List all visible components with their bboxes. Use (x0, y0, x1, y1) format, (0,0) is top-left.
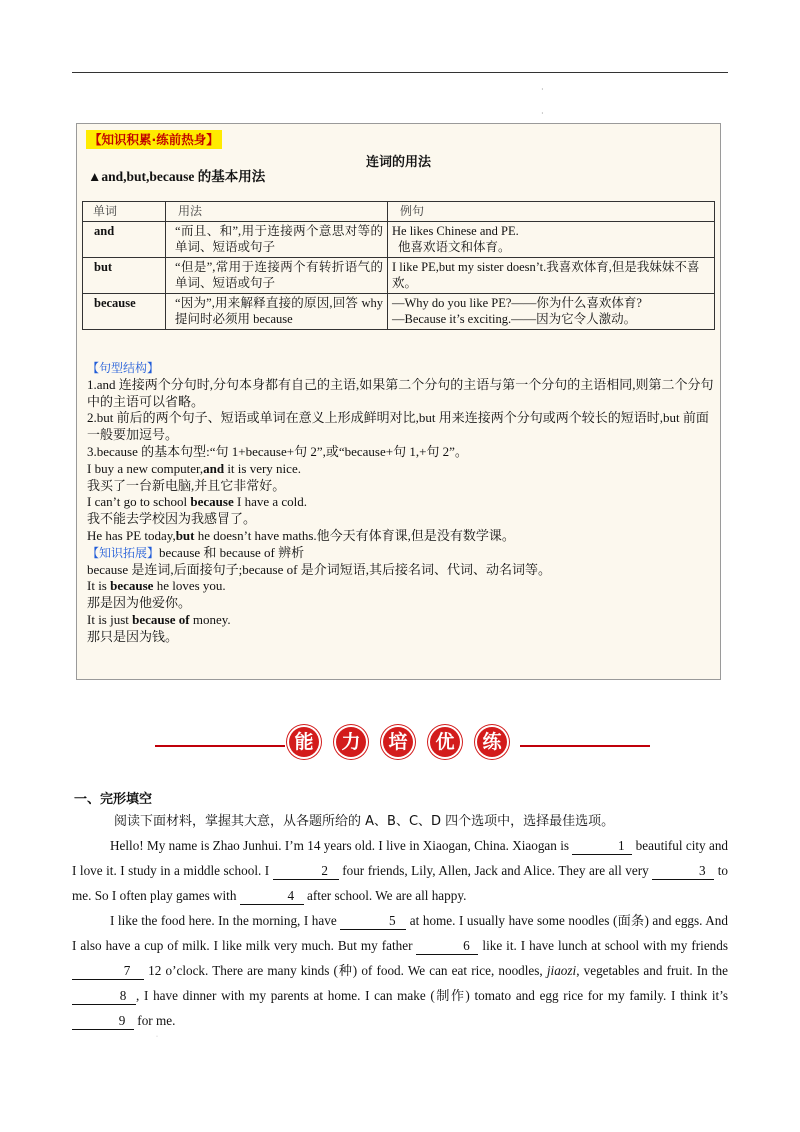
example-line: 他喜欢语文和体育。 (398, 240, 511, 254)
decorative-dots: · · (541, 85, 544, 118)
knowledge-tag: 【知识积累·练前热身】 (86, 130, 222, 149)
blank-7: 7 (72, 963, 144, 980)
usage-cell: “而且、和”,用于连接两个意思对等的单词、短语或句子 (166, 221, 388, 257)
extension-tag: 【知识拓展】 (87, 545, 160, 560)
blank-8: 8 (72, 988, 136, 1005)
example-translation: 那只是因为钱。 (87, 628, 179, 644)
header-example: 例句 (388, 202, 715, 222)
blank-6: 6 (416, 938, 478, 955)
knowledge-box (76, 123, 721, 680)
note-1: 1.and 连接两个分句时,分句本身都有自己的主语,如果第二个分句的主语与第一个分句的主语相同,则第二个分句中的主语可以省略。 (87, 376, 714, 409)
usage-table (82, 201, 715, 330)
instruction: 阅读下面材料，掌握其大意，从各题所给的 A、B、C、D 四个选项中，选择最佳选项。 (114, 814, 615, 829)
extension-line: 【知识拓展】because 和 because of 辨析 (87, 544, 305, 560)
decorative-dot: · (156, 1034, 158, 1040)
word-cell: because (83, 293, 166, 329)
blank-9: 9 (72, 1013, 134, 1030)
paragraph-2: I like the food here. In the morning, I have 5 at home. I usually have some noodles (面条) and eggs. And I also have a cup of milk. I like milk very much. But my father 6 like it. I have lunch at school with my friends 7 12 o’clock. There are many kinds (种) of food. We can eat rice, noodles, jiaozi, vegetables and fruit. In the 8 , I have dinner with my parents at home. I can make (制作) tomato and egg rice for my family. I think it’s 9 for me. (72, 913, 729, 1028)
example-line: —Why do you like PE?——你为什么喜欢体育? (392, 295, 642, 310)
example-sentence: It is because he loves you. (87, 578, 226, 594)
example-cell (388, 221, 715, 257)
example-line: I like PE,but my sister doesn’t.我喜欢体育,但是我妹妹不喜欢。 (392, 259, 700, 290)
section-center-title: 连词的用法 (365, 155, 431, 170)
example-line: —Because it’s exciting.——因为它令人激动。 (392, 312, 637, 326)
header-usage: 用法 (166, 202, 388, 222)
cloze-passage (72, 833, 728, 1033)
paragraph-1: Hello! My name is Zhao Junhui. I’m 14 years old. I live in Xiaogan, China. Xiaogan is 1 beautiful city and I love it. I study in a middle school. I 2 four friends, Lily, Allen, Jack and Alice. They are all very 3 to me. So I often play games with 4 after school. We are all happy. (72, 838, 729, 903)
example-cell (388, 257, 715, 293)
blank-4: 4 (240, 888, 304, 905)
example-sentence: I can’t go to school because I have a cold. (87, 494, 308, 510)
top-rule (72, 72, 728, 73)
grammar-notes (87, 360, 717, 646)
blank-3: 3 (652, 863, 714, 880)
example-translation: 我买了一台新电脑,并且它非常好。 (87, 477, 286, 493)
table-row (83, 257, 715, 293)
example-line: He likes Chinese and PE. (392, 223, 519, 238)
example-translation: 我不能去学校因为我感冒了。 (87, 511, 257, 527)
note-2: 2.but 前后的两个句子、短语或单词在意义上形成鲜明对比,but 用来连接两个分句或两个较长的短语时,but 前面一般要加逗号。 (87, 410, 709, 443)
example-translation: 那是因为他爱你。 (87, 595, 192, 611)
section-title: 一、完形填空 (74, 792, 153, 807)
usage-subtitle: ▲and,but,because 的基本用法 (88, 169, 266, 184)
structure-tag: 【句型结构】 (87, 361, 160, 375)
header-word: 单词 (83, 202, 166, 222)
note-3: 3.because 的基本句型:“句 1+because+句 2”,或“because+句 1,+句 2”。 (87, 443, 468, 459)
table-row (83, 293, 715, 329)
blank-5: 5 (340, 913, 406, 930)
usage-cell: “但是”,常用于连接两个有转折语气的单词、短语或句子 (166, 257, 388, 293)
table-row (83, 221, 715, 257)
table-header-row (83, 202, 715, 222)
word-cell: but (83, 257, 166, 293)
section-banner (0, 727, 800, 765)
banner-char: 培 (383, 727, 413, 757)
example-sentence: It is just because of money. (87, 611, 231, 627)
example-sentence: He has PE today,but he doesn’t have maths.他今天有体育课,但是没有数学课。 (87, 527, 515, 543)
usage-cell: “因为”,用来解释直接的原因,回答 why 提问时必须用 because (166, 293, 388, 329)
blank-2: 2 (273, 863, 339, 880)
banner-char: 练 (477, 727, 507, 757)
example-cell (388, 293, 715, 329)
banner-char: 优 (430, 727, 460, 757)
banner-char: 力 (336, 727, 366, 757)
example-sentence: I buy a new computer,and it is very nice. (87, 460, 301, 476)
blank-1: 1 (572, 838, 632, 855)
extension-text: because 是连词,后面接句子;because of 是介词短语,其后接名词、代词、动名词等。 (87, 561, 551, 577)
banner-char: 能 (289, 727, 319, 757)
word-cell: and (83, 221, 166, 257)
